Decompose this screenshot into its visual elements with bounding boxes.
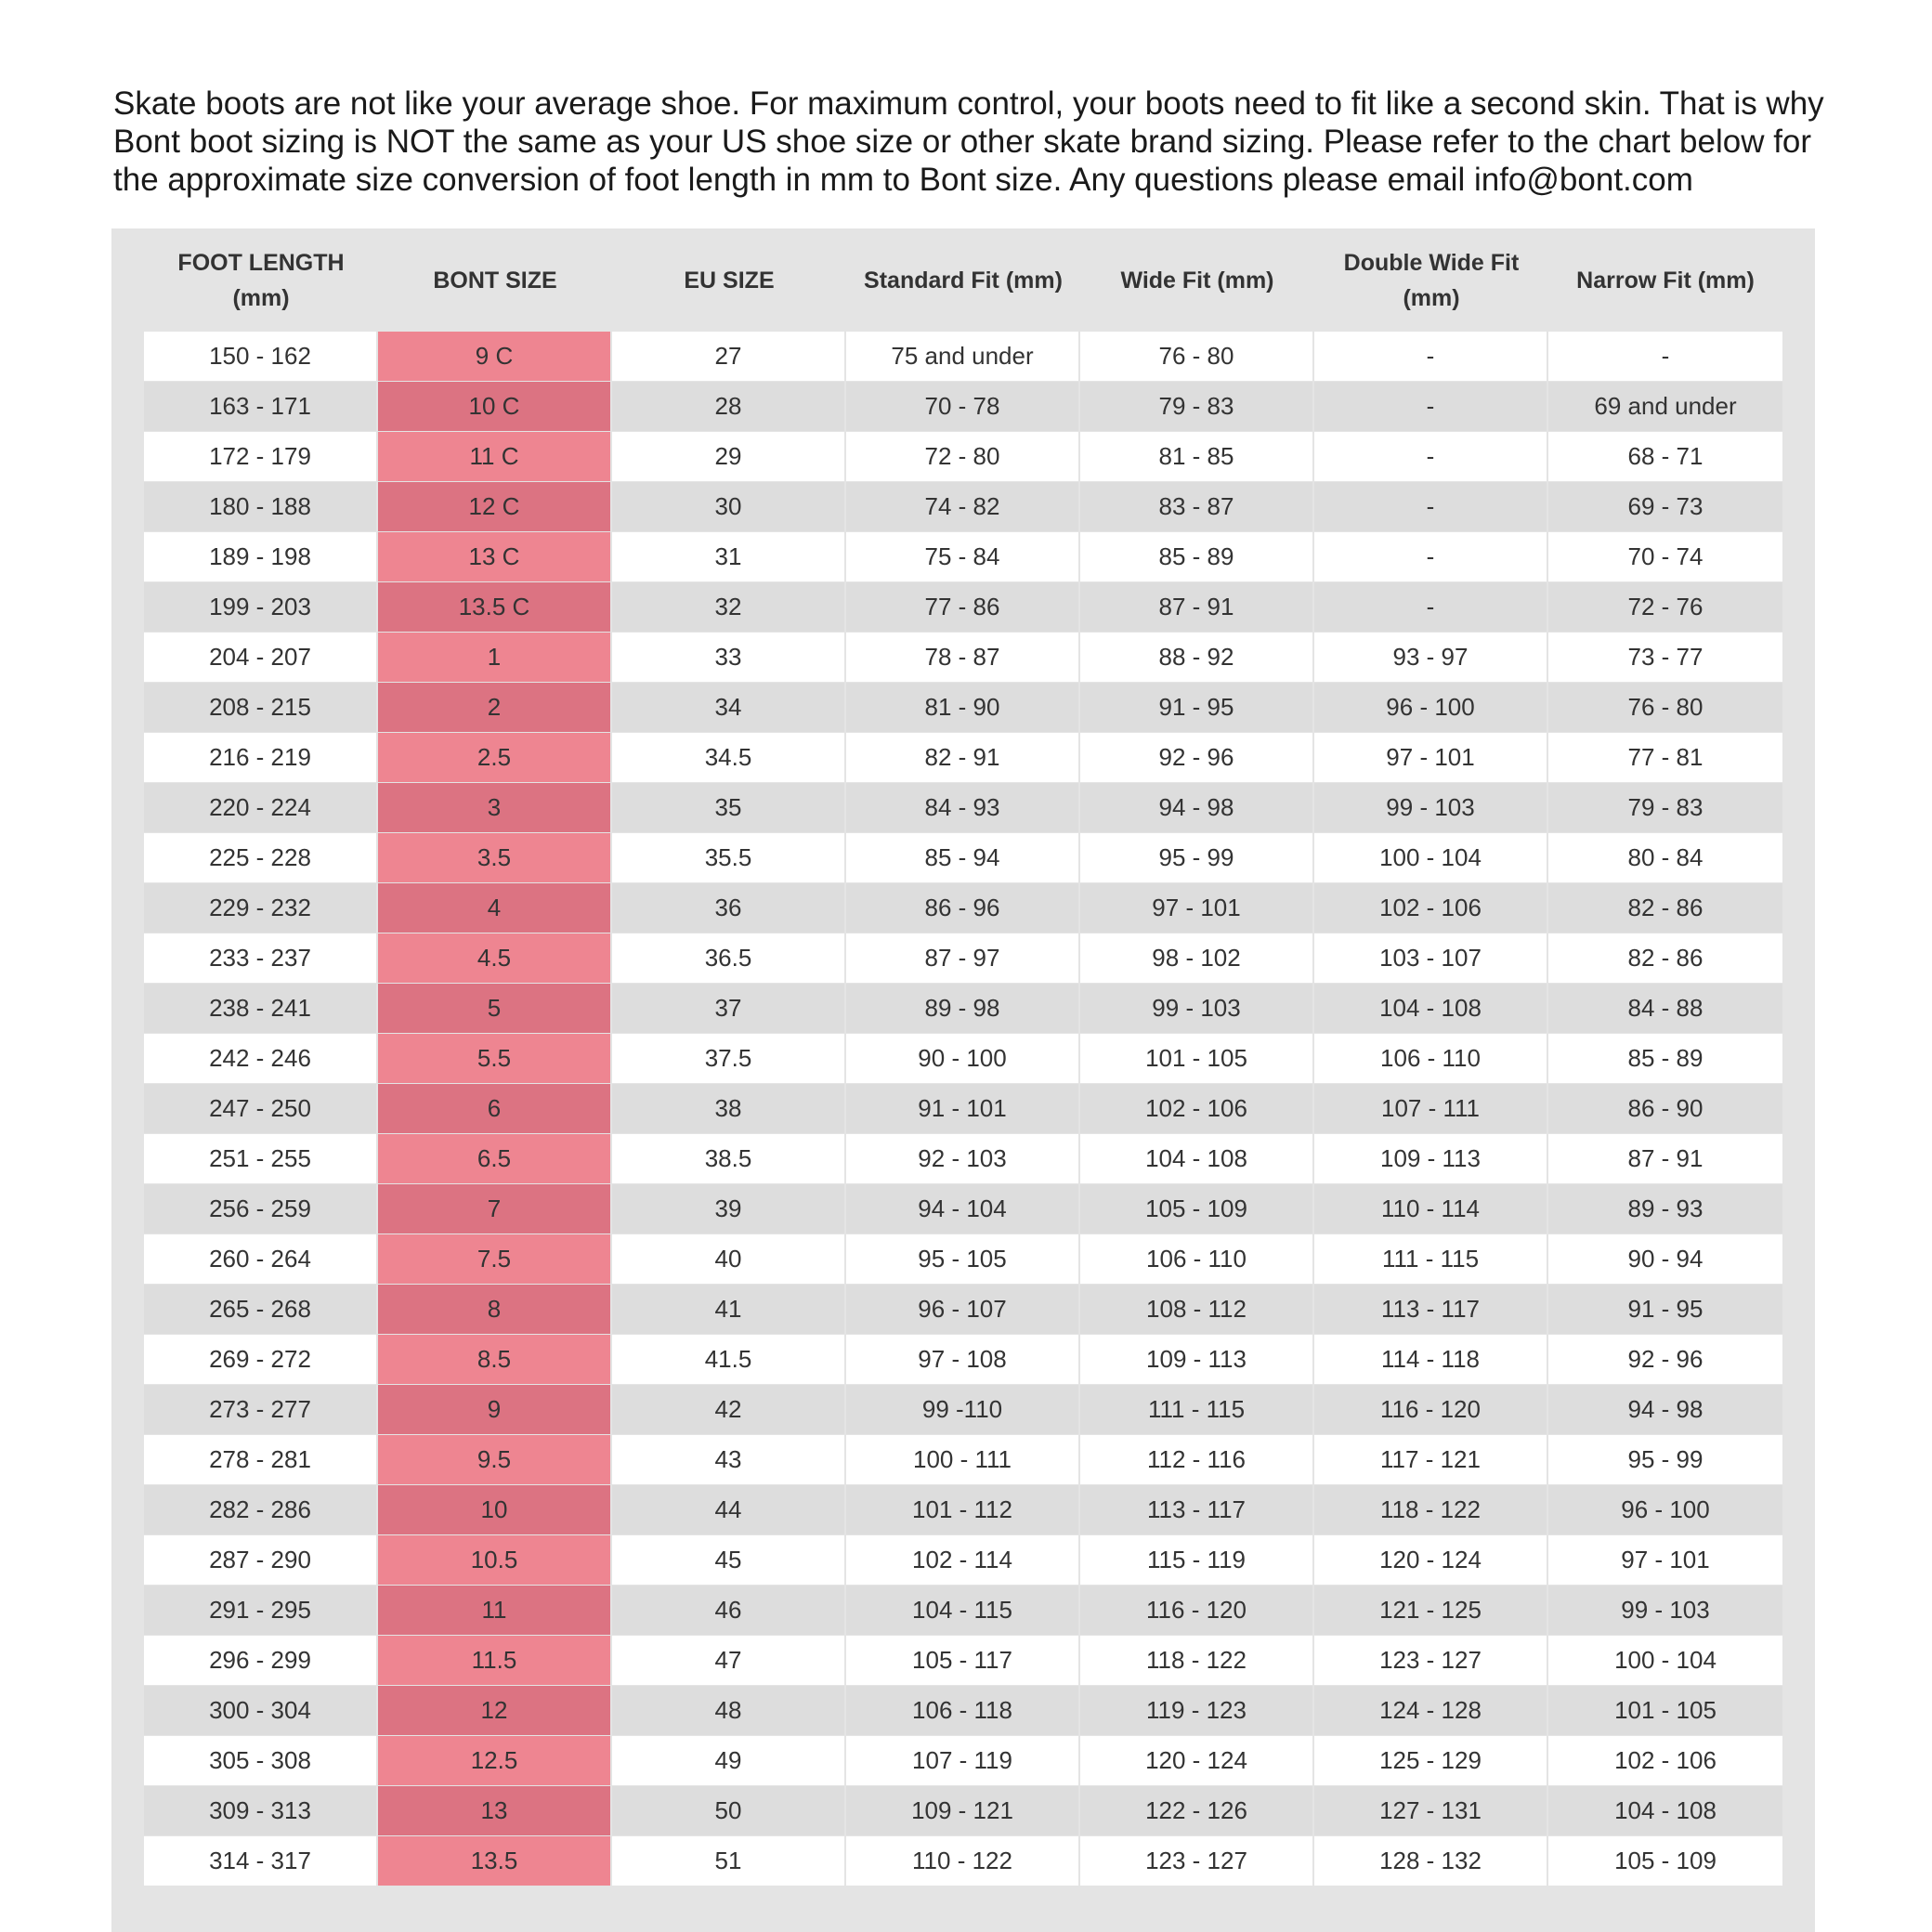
double-wide-fit-cell: 107 - 111: [1314, 1084, 1548, 1134]
eu-size-cell: 50: [612, 1786, 846, 1836]
bont-size-cell: 1: [378, 633, 612, 683]
narrow-fit-cell: 72 - 76: [1548, 582, 1782, 633]
narrow-fit-cell: 86 - 90: [1548, 1084, 1782, 1134]
eu-size-cell: 38.5: [612, 1134, 846, 1184]
eu-size-cell: 51: [612, 1836, 846, 1886]
double-wide-fit-cell: 96 - 100: [1314, 683, 1548, 733]
narrow-fit-cell: 79 - 83: [1548, 783, 1782, 833]
eu-size-cell: 38: [612, 1084, 846, 1134]
eu-size-cell: 32: [612, 582, 846, 633]
table-row: [144, 1335, 1782, 1385]
standard-fit-cell: 105 - 117: [846, 1636, 1080, 1686]
table-row: [144, 1535, 1782, 1586]
table-row: [144, 1184, 1782, 1234]
table-row: [144, 1786, 1782, 1836]
foot-length-cell: 242 - 246: [144, 1034, 378, 1084]
foot-length-cell: 278 - 281: [144, 1435, 378, 1485]
narrow-fit-cell: 77 - 81: [1548, 733, 1782, 783]
table-row: [144, 783, 1782, 833]
double-wide-fit-cell: -: [1314, 432, 1548, 482]
foot-length-cell: 220 - 224: [144, 783, 378, 833]
narrow-fit-cell: 84 - 88: [1548, 984, 1782, 1034]
intro-text: Skate boots are not like your average shoe. For maximum control, your boots need to fit like a second skin. That is why Bont boot sizing is NOT the same as your US shoe size or other skate brand sizing. Please refer to the chart below for the approximate size conversion of foot length in mm to Bont size. Any questions please email info@bont.com: [113, 85, 1824, 198]
table-row: [144, 1686, 1782, 1736]
wide-fit-cell: 95 - 99: [1080, 833, 1314, 883]
table-row: [144, 1485, 1782, 1535]
narrow-fit-cell: 104 - 108: [1548, 1786, 1782, 1836]
table-body: [144, 332, 1782, 1886]
narrow-fit-cell: 91 - 95: [1548, 1285, 1782, 1335]
table-row: [144, 1385, 1782, 1435]
standard-fit-cell: 95 - 105: [846, 1234, 1080, 1285]
eu-size-cell: 37: [612, 984, 846, 1034]
table-row: [144, 382, 1782, 432]
bont-size-cell: 6: [378, 1084, 612, 1134]
table-row: [144, 1586, 1782, 1636]
standard-fit-cell: 92 - 103: [846, 1134, 1080, 1184]
standard-fit-cell: 78 - 87: [846, 633, 1080, 683]
wide-fit-cell: 105 - 109: [1080, 1184, 1314, 1234]
standard-fit-cell: 72 - 80: [846, 432, 1080, 482]
header-double-wide-fit-line2: (mm): [1403, 284, 1460, 311]
foot-length-cell: 287 - 290: [144, 1535, 378, 1586]
bont-size-cell: 13 C: [378, 532, 612, 582]
standard-fit-cell: 109 - 121: [846, 1786, 1080, 1836]
standard-fit-cell: 87 - 97: [846, 933, 1080, 984]
double-wide-fit-cell: 123 - 127: [1314, 1636, 1548, 1686]
double-wide-fit-cell: 113 - 117: [1314, 1285, 1548, 1335]
eu-size-cell: 33: [612, 633, 846, 683]
foot-length-cell: 256 - 259: [144, 1184, 378, 1234]
narrow-fit-cell: 105 - 109: [1548, 1836, 1782, 1886]
wide-fit-cell: 108 - 112: [1080, 1285, 1314, 1335]
wide-fit-cell: 115 - 119: [1080, 1535, 1314, 1586]
bont-size-cell: 2: [378, 683, 612, 733]
bont-size-cell: 11.5: [378, 1636, 612, 1686]
double-wide-fit-cell: 97 - 101: [1314, 733, 1548, 783]
standard-fit-cell: 85 - 94: [846, 833, 1080, 883]
bont-size-cell: 12 C: [378, 482, 612, 532]
bont-size-cell: 4: [378, 883, 612, 933]
narrow-fit-cell: -: [1548, 332, 1782, 382]
eu-size-cell: 41: [612, 1285, 846, 1335]
standard-fit-cell: 94 - 104: [846, 1184, 1080, 1234]
header-foot-length-line1: FOOT LENGTH: [177, 249, 345, 276]
narrow-fit-cell: 80 - 84: [1548, 833, 1782, 883]
table-row: [144, 582, 1782, 633]
narrow-fit-cell: 101 - 105: [1548, 1686, 1782, 1736]
eu-size-cell: 34.5: [612, 733, 846, 783]
foot-length-cell: 163 - 171: [144, 382, 378, 432]
eu-size-cell: 44: [612, 1485, 846, 1535]
narrow-fit-cell: 68 - 71: [1548, 432, 1782, 482]
foot-length-cell: 199 - 203: [144, 582, 378, 633]
foot-length-cell: 247 - 250: [144, 1084, 378, 1134]
foot-length-cell: 282 - 286: [144, 1485, 378, 1535]
bont-size-cell: 11 C: [378, 432, 612, 482]
bont-size-cell: 4.5: [378, 933, 612, 984]
narrow-fit-cell: 92 - 96: [1548, 1335, 1782, 1385]
header-wide-fit: [1080, 228, 1314, 332]
wide-fit-cell: 87 - 91: [1080, 582, 1314, 633]
narrow-fit-cell: 97 - 101: [1548, 1535, 1782, 1586]
eu-size-cell: 49: [612, 1736, 846, 1786]
bont-size-cell: 11: [378, 1586, 612, 1636]
narrow-fit-cell: 82 - 86: [1548, 883, 1782, 933]
wide-fit-cell: 111 - 115: [1080, 1385, 1314, 1435]
standard-fit-cell: 84 - 93: [846, 783, 1080, 833]
standard-fit-cell: 104 - 115: [846, 1586, 1080, 1636]
bont-size-cell: 13.5 C: [378, 582, 612, 633]
eu-size-cell: 37.5: [612, 1034, 846, 1084]
eu-size-cell: 39: [612, 1184, 846, 1234]
standard-fit-cell: 77 - 86: [846, 582, 1080, 633]
double-wide-fit-cell: 102 - 106: [1314, 883, 1548, 933]
eu-size-cell: 48: [612, 1686, 846, 1736]
wide-fit-cell: 118 - 122: [1080, 1636, 1314, 1686]
standard-fit-cell: 74 - 82: [846, 482, 1080, 532]
bont-size-cell: 5: [378, 984, 612, 1034]
narrow-fit-cell: 82 - 86: [1548, 933, 1782, 984]
bont-size-cell: 9.5: [378, 1435, 612, 1485]
narrow-fit-cell: 89 - 93: [1548, 1184, 1782, 1234]
standard-fit-cell: 97 - 108: [846, 1335, 1080, 1385]
header-narrow-fit-label: Narrow Fit (mm): [1576, 267, 1755, 294]
eu-size-cell: 28: [612, 382, 846, 432]
double-wide-fit-cell: 116 - 120: [1314, 1385, 1548, 1435]
bont-size-cell: 5.5: [378, 1034, 612, 1084]
foot-length-cell: 208 - 215: [144, 683, 378, 733]
standard-fit-cell: 107 - 119: [846, 1736, 1080, 1786]
foot-length-cell: 150 - 162: [144, 332, 378, 382]
foot-length-cell: 296 - 299: [144, 1636, 378, 1686]
wide-fit-cell: 99 - 103: [1080, 984, 1314, 1034]
bont-size-cell: 12: [378, 1686, 612, 1736]
table-row: [144, 1736, 1782, 1786]
eu-size-cell: 43: [612, 1435, 846, 1485]
foot-length-cell: 251 - 255: [144, 1134, 378, 1184]
wide-fit-cell: 101 - 105: [1080, 1034, 1314, 1084]
bont-size-cell: 13.5: [378, 1836, 612, 1886]
wide-fit-cell: 94 - 98: [1080, 783, 1314, 833]
double-wide-fit-cell: 99 - 103: [1314, 783, 1548, 833]
double-wide-fit-cell: 93 - 97: [1314, 633, 1548, 683]
narrow-fit-cell: 85 - 89: [1548, 1034, 1782, 1084]
wide-fit-cell: 83 - 87: [1080, 482, 1314, 532]
eu-size-cell: 35: [612, 783, 846, 833]
foot-length-cell: 216 - 219: [144, 733, 378, 783]
bont-size-cell: 13: [378, 1786, 612, 1836]
wide-fit-cell: 112 - 116: [1080, 1435, 1314, 1485]
double-wide-fit-cell: -: [1314, 532, 1548, 582]
bont-size-cell: 7.5: [378, 1234, 612, 1285]
table-row: [144, 633, 1782, 683]
eu-size-cell: 31: [612, 532, 846, 582]
standard-fit-cell: 96 - 107: [846, 1285, 1080, 1335]
header-double-wide-fit-line1: Double Wide Fit: [1343, 249, 1520, 276]
eu-size-cell: 36: [612, 883, 846, 933]
table-row: [144, 1234, 1782, 1285]
double-wide-fit-cell: 125 - 129: [1314, 1736, 1548, 1786]
double-wide-fit-cell: 114 - 118: [1314, 1335, 1548, 1385]
table-row: [144, 833, 1782, 883]
foot-length-cell: 273 - 277: [144, 1385, 378, 1435]
standard-fit-cell: 101 - 112: [846, 1485, 1080, 1535]
foot-length-cell: 204 - 207: [144, 633, 378, 683]
size-conversion-table: [144, 228, 1782, 1886]
narrow-fit-cell: 69 - 73: [1548, 482, 1782, 532]
table-row: [144, 683, 1782, 733]
narrow-fit-cell: 99 - 103: [1548, 1586, 1782, 1636]
double-wide-fit-cell: -: [1314, 382, 1548, 432]
table-row: [144, 933, 1782, 984]
wide-fit-cell: 92 - 96: [1080, 733, 1314, 783]
bont-size-cell: 7: [378, 1184, 612, 1234]
wide-fit-cell: 120 - 124: [1080, 1736, 1314, 1786]
table-header-row: [144, 228, 1782, 332]
bont-size-cell: 8.5: [378, 1335, 612, 1385]
foot-length-cell: 265 - 268: [144, 1285, 378, 1335]
wide-fit-cell: 76 - 80: [1080, 332, 1314, 382]
standard-fit-cell: 102 - 114: [846, 1535, 1080, 1586]
foot-length-cell: 180 - 188: [144, 482, 378, 532]
double-wide-fit-cell: 109 - 113: [1314, 1134, 1548, 1184]
standard-fit-cell: 110 - 122: [846, 1836, 1080, 1886]
narrow-fit-cell: 73 - 77: [1548, 633, 1782, 683]
foot-length-cell: 233 - 237: [144, 933, 378, 984]
bont-size-cell: 10.5: [378, 1535, 612, 1586]
wide-fit-cell: 88 - 92: [1080, 633, 1314, 683]
table-row: [144, 1636, 1782, 1686]
standard-fit-cell: 99 -110: [846, 1385, 1080, 1435]
header-double-wide-fit: [1314, 228, 1548, 332]
bont-size-cell: 10: [378, 1485, 612, 1535]
narrow-fit-cell: 95 - 99: [1548, 1435, 1782, 1485]
double-wide-fit-cell: 106 - 110: [1314, 1034, 1548, 1084]
double-wide-fit-cell: -: [1314, 582, 1548, 633]
bont-size-cell: 3.5: [378, 833, 612, 883]
bont-size-cell: 2.5: [378, 733, 612, 783]
bont-size-cell: 8: [378, 1285, 612, 1335]
narrow-fit-cell: 76 - 80: [1548, 683, 1782, 733]
double-wide-fit-cell: 118 - 122: [1314, 1485, 1548, 1535]
standard-fit-cell: 75 and under: [846, 332, 1080, 382]
wide-fit-cell: 104 - 108: [1080, 1134, 1314, 1184]
narrow-fit-cell: 70 - 74: [1548, 532, 1782, 582]
wide-fit-cell: 119 - 123: [1080, 1686, 1314, 1736]
table-row: [144, 883, 1782, 933]
foot-length-cell: 300 - 304: [144, 1686, 378, 1736]
double-wide-fit-cell: 117 - 121: [1314, 1435, 1548, 1485]
bont-size-cell: 6.5: [378, 1134, 612, 1184]
standard-fit-cell: 90 - 100: [846, 1034, 1080, 1084]
foot-length-cell: 260 - 264: [144, 1234, 378, 1285]
table-row: [144, 332, 1782, 382]
eu-size-cell: 36.5: [612, 933, 846, 984]
eu-size-cell: 42: [612, 1385, 846, 1435]
double-wide-fit-cell: 120 - 124: [1314, 1535, 1548, 1586]
narrow-fit-cell: 102 - 106: [1548, 1736, 1782, 1786]
double-wide-fit-cell: 128 - 132: [1314, 1836, 1548, 1886]
header-foot-length: [144, 228, 378, 332]
standard-fit-cell: 70 - 78: [846, 382, 1080, 432]
standard-fit-cell: 82 - 91: [846, 733, 1080, 783]
header-wide-fit-label: Wide Fit (mm): [1120, 267, 1274, 294]
double-wide-fit-cell: 110 - 114: [1314, 1184, 1548, 1234]
table-row: [144, 1836, 1782, 1886]
double-wide-fit-cell: -: [1314, 332, 1548, 382]
eu-size-cell: 30: [612, 482, 846, 532]
narrow-fit-cell: 100 - 104: [1548, 1636, 1782, 1686]
narrow-fit-cell: 94 - 98: [1548, 1385, 1782, 1435]
header-eu-size: [612, 228, 846, 332]
bont-size-cell: 9 C: [378, 332, 612, 382]
foot-length-cell: 225 - 228: [144, 833, 378, 883]
table-row: [144, 1084, 1782, 1134]
size-chart-panel: [111, 228, 1815, 1932]
wide-fit-cell: 109 - 113: [1080, 1335, 1314, 1385]
eu-size-cell: 40: [612, 1234, 846, 1285]
header-eu-size-label: EU SIZE: [684, 267, 775, 294]
table-row: [144, 733, 1782, 783]
wide-fit-cell: 91 - 95: [1080, 683, 1314, 733]
eu-size-cell: 47: [612, 1636, 846, 1686]
bont-size-cell: 10 C: [378, 382, 612, 432]
bont-size-cell: 12.5: [378, 1736, 612, 1786]
foot-length-cell: 291 - 295: [144, 1586, 378, 1636]
bont-size-cell: 9: [378, 1385, 612, 1435]
header-bont-size-label: BONT SIZE: [433, 267, 557, 294]
eu-size-cell: 27: [612, 332, 846, 382]
narrow-fit-cell: 90 - 94: [1548, 1234, 1782, 1285]
wide-fit-cell: 81 - 85: [1080, 432, 1314, 482]
wide-fit-cell: 85 - 89: [1080, 532, 1314, 582]
header-standard-fit-label: Standard Fit (mm): [864, 267, 1063, 294]
header-foot-length-line2: (mm): [232, 284, 290, 311]
wide-fit-cell: 79 - 83: [1080, 382, 1314, 432]
bont-size-cell: 3: [378, 783, 612, 833]
table-row: [144, 1134, 1782, 1184]
standard-fit-cell: 100 - 111: [846, 1435, 1080, 1485]
table-row: [144, 1285, 1782, 1335]
standard-fit-cell: 91 - 101: [846, 1084, 1080, 1134]
table-row: [144, 532, 1782, 582]
foot-length-cell: 238 - 241: [144, 984, 378, 1034]
double-wide-fit-cell: 104 - 108: [1314, 984, 1548, 1034]
foot-length-cell: 305 - 308: [144, 1736, 378, 1786]
double-wide-fit-cell: 100 - 104: [1314, 833, 1548, 883]
wide-fit-cell: 97 - 101: [1080, 883, 1314, 933]
foot-length-cell: 314 - 317: [144, 1836, 378, 1886]
table-row: [144, 1435, 1782, 1485]
wide-fit-cell: 123 - 127: [1080, 1836, 1314, 1886]
table-row: [144, 984, 1782, 1034]
foot-length-cell: 189 - 198: [144, 532, 378, 582]
narrow-fit-cell: 87 - 91: [1548, 1134, 1782, 1184]
table-row: [144, 1034, 1782, 1084]
header-standard-fit: [846, 228, 1080, 332]
double-wide-fit-cell: 103 - 107: [1314, 933, 1548, 984]
header-bont-size: [378, 228, 612, 332]
foot-length-cell: 269 - 272: [144, 1335, 378, 1385]
eu-size-cell: 34: [612, 683, 846, 733]
wide-fit-cell: 116 - 120: [1080, 1586, 1314, 1636]
wide-fit-cell: 113 - 117: [1080, 1485, 1314, 1535]
foot-length-cell: 309 - 313: [144, 1786, 378, 1836]
foot-length-cell: 229 - 232: [144, 883, 378, 933]
wide-fit-cell: 122 - 126: [1080, 1786, 1314, 1836]
table-row: [144, 432, 1782, 482]
wide-fit-cell: 98 - 102: [1080, 933, 1314, 984]
standard-fit-cell: 106 - 118: [846, 1686, 1080, 1736]
double-wide-fit-cell: 121 - 125: [1314, 1586, 1548, 1636]
table-row: [144, 482, 1782, 532]
eu-size-cell: 41.5: [612, 1335, 846, 1385]
narrow-fit-cell: 96 - 100: [1548, 1485, 1782, 1535]
standard-fit-cell: 86 - 96: [846, 883, 1080, 933]
standard-fit-cell: 89 - 98: [846, 984, 1080, 1034]
eu-size-cell: 45: [612, 1535, 846, 1586]
eu-size-cell: 46: [612, 1586, 846, 1636]
narrow-fit-cell: 69 and under: [1548, 382, 1782, 432]
double-wide-fit-cell: 111 - 115: [1314, 1234, 1548, 1285]
double-wide-fit-cell: 124 - 128: [1314, 1686, 1548, 1736]
wide-fit-cell: 106 - 110: [1080, 1234, 1314, 1285]
header-narrow-fit: [1548, 228, 1782, 332]
eu-size-cell: 29: [612, 432, 846, 482]
standard-fit-cell: 75 - 84: [846, 532, 1080, 582]
foot-length-cell: 172 - 179: [144, 432, 378, 482]
standard-fit-cell: 81 - 90: [846, 683, 1080, 733]
double-wide-fit-cell: 127 - 131: [1314, 1786, 1548, 1836]
eu-size-cell: 35.5: [612, 833, 846, 883]
wide-fit-cell: 102 - 106: [1080, 1084, 1314, 1134]
double-wide-fit-cell: -: [1314, 482, 1548, 532]
